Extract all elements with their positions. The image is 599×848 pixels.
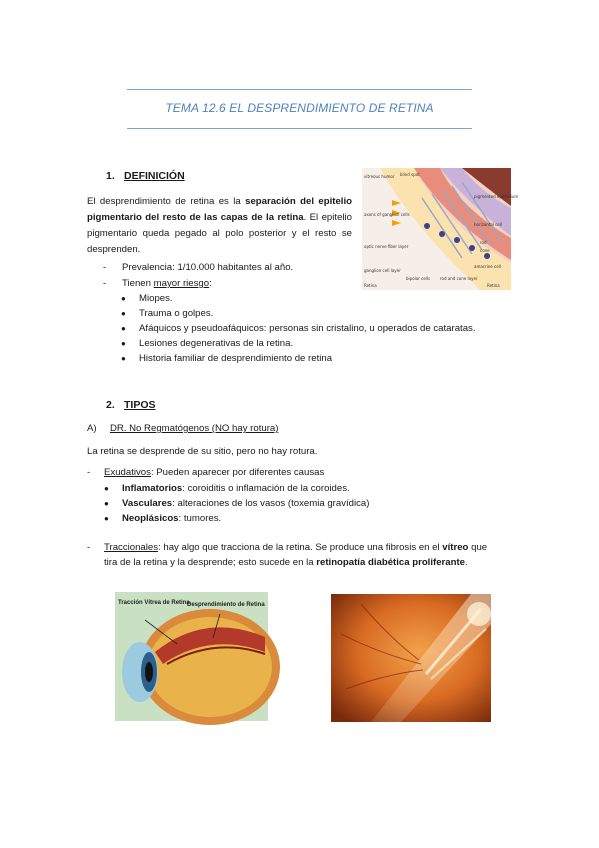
diagram-label-horizontal: horizontal cell (474, 222, 503, 227)
subsection-a (87, 423, 278, 434)
retina-layers-diagram (362, 168, 519, 290)
diagram-label-bipolar: bipolar cells (406, 276, 431, 281)
definition-bold: separación del epitelio pigmentario del resto de las capas de la retina (87, 196, 352, 223)
definition-text-2: . El epitelio pigmentario queda pegado al polo posterior y el resto se desprenden. (87, 212, 352, 255)
title-rule-bottom (127, 128, 472, 129)
diagram-label-epithelium: pigmented epithelium (474, 194, 519, 199)
title-rule-top (127, 89, 472, 90)
definition-text-1: El desprendimiento de retina es la (87, 196, 246, 207)
diagram-label-rodcone: rod and cone layer (440, 276, 478, 281)
section-1-heading (106, 170, 185, 182)
diagram-label-retina-1: Retina (364, 283, 377, 288)
subsection-a-letter: A) (87, 423, 97, 434)
fundus-photo (331, 594, 491, 722)
traccionales-line-1: Traccionales: hay algo que tracciona de la retina. Se produce una fibrosis en el vítreo que (104, 542, 488, 553)
section-1-label: DEFINICIÓN (124, 170, 185, 182)
diagram-label-fiber: optic nerve fiber layer (364, 244, 409, 249)
subsection-a-label: DR. No Regmatógenos (NO hay rotura) (109, 423, 279, 434)
prevalence-text: Prevalencia: 1/10.000 habitantes al año. (122, 262, 294, 273)
diagram-label-ganglion: ganglion cell layer (364, 268, 401, 273)
label-desprendimiento: Desprendimiento de Retina (187, 602, 265, 608)
diagram-label-vitreous: vitreous humor (364, 174, 395, 179)
diagram-label-axons: axons of ganglion cells (364, 212, 410, 217)
definition-paragraph (87, 194, 352, 258)
risk-text: Tienen mayor riesgo: (122, 278, 212, 289)
label-traccion: Tracción Vítrea de Retina (118, 600, 190, 606)
retina-diagram-svg (362, 168, 519, 290)
tipos-intro: La retina se desprende de su sitio, pero no hay rotura. (87, 446, 318, 457)
diagram-label-rod: rod (480, 240, 487, 245)
exudativos-text: Exudativos: Pueden aparecer por diferentes causas (104, 467, 325, 478)
eye-traction-illustration (115, 592, 268, 721)
diagram-label-amacrine: amacrine cell (474, 264, 501, 269)
page-title: TEMA 12.6 EL DESPRENDIMIENTO DE RETINA (165, 101, 434, 115)
section-2-heading (106, 399, 156, 411)
section-2-number: 2. (106, 399, 115, 411)
diagram-label-retina-2: Retina (487, 283, 500, 288)
section-1-number: 1. (106, 170, 115, 182)
section-2-label: TIPOS (124, 399, 156, 411)
traccionales-line-2: tira de la retina y la desprende; esto sucede en la retinopatía diabética proliferante. (104, 557, 468, 568)
diagram-label-cone: cone (480, 248, 490, 253)
diagram-label-blindspot: blind spot (400, 172, 420, 177)
